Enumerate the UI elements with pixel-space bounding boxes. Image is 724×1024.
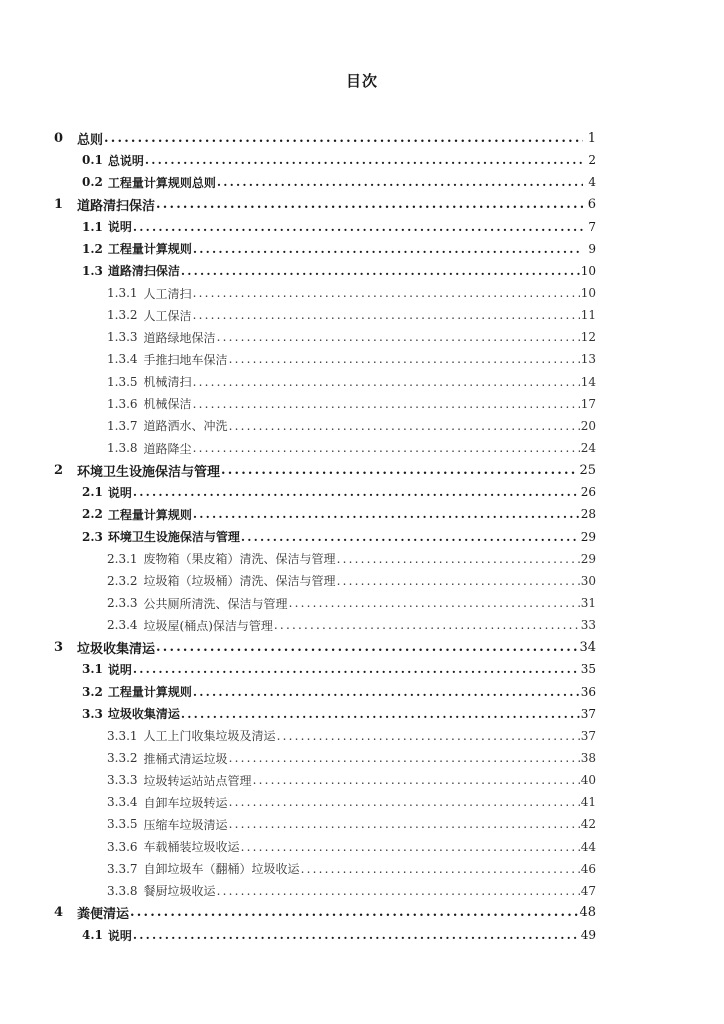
toc-entry-page-number: 11 <box>580 308 596 323</box>
toc-entry-number: 1 <box>54 196 64 212</box>
dot-leader <box>241 530 580 544</box>
toc-entry-title: 废物箱（果皮箱）清洗、保洁与管理 <box>143 552 336 567</box>
toc-entry-page-number: 9 <box>588 241 596 256</box>
toc-entry[interactable] <box>0 880 724 902</box>
toc-entry[interactable] <box>0 836 724 858</box>
toc-entry-title: 说明 <box>107 485 132 500</box>
toc-entry-number: 2.3.4 <box>107 618 138 633</box>
dot-leader <box>221 463 578 478</box>
toc-entry-number: 1.3.4 <box>107 352 138 367</box>
toc-entry-title: 推桶式清运垃圾 <box>143 751 228 766</box>
toc-entry[interactable] <box>0 171 724 193</box>
toc-entry-title: 道路洒水、冲洗 <box>143 419 228 434</box>
toc-entry-number: 2.3.2 <box>107 573 138 588</box>
toc-entry-page-number: 48 <box>579 905 596 921</box>
toc-entry[interactable] <box>0 636 724 658</box>
dot-leader <box>133 485 580 499</box>
toc-entry-title: 压缩车垃圾清运 <box>143 817 228 832</box>
toc-entry-page-number: 26 <box>580 485 596 500</box>
toc-entry-number: 3.3.6 <box>107 839 138 854</box>
toc-entry-number: 3.1 <box>82 662 103 677</box>
dot-leader <box>337 574 580 588</box>
toc-entry-title: 道路清扫保洁 <box>107 264 180 279</box>
toc-entry[interactable] <box>0 924 724 946</box>
dot-leader <box>156 197 583 212</box>
toc-entry[interactable] <box>0 326 724 348</box>
toc-entry-page-number: 41 <box>580 795 596 810</box>
toc-entry-number: 2.1 <box>82 485 103 500</box>
toc-entry[interactable] <box>0 614 724 636</box>
toc-entry-title: 垃圾转运站站点管理 <box>143 773 252 788</box>
dot-leader <box>217 330 580 344</box>
toc-entry-page-number: 29 <box>580 529 596 544</box>
toc-entry-number: 1.3.1 <box>107 286 138 301</box>
toc-entry-page-number: 28 <box>580 507 596 522</box>
toc-entry-title: 道路清扫保洁 <box>77 198 156 214</box>
toc-entry[interactable] <box>0 658 724 680</box>
toc-entry-number: 1.3.2 <box>107 308 138 323</box>
dot-leader <box>130 905 578 920</box>
dot-leader <box>104 131 583 146</box>
toc-entry-number: 0.2 <box>82 175 103 190</box>
toc-entry-title: 车载桶装垃圾收运 <box>143 840 240 855</box>
dot-leader <box>229 352 580 366</box>
dot-leader <box>156 640 578 655</box>
dot-leader <box>301 862 580 876</box>
toc-entry-title: 说明 <box>107 928 132 943</box>
toc-entry-number: 3.3.4 <box>107 795 138 810</box>
dot-leader <box>193 308 580 322</box>
toc-entry-page-number: 46 <box>580 861 596 876</box>
toc-entry[interactable] <box>0 526 724 548</box>
toc-entry[interactable] <box>0 902 724 924</box>
dot-leader <box>229 751 580 765</box>
toc-entry-page-number: 12 <box>580 330 596 345</box>
dot-leader <box>181 264 580 278</box>
dot-leader <box>193 286 580 300</box>
toc-entry[interactable] <box>0 548 724 570</box>
toc-entry[interactable] <box>0 858 724 880</box>
toc-entry-title: 工程量计算规则 <box>107 507 192 522</box>
toc-entry-title: 机械保洁 <box>143 397 192 412</box>
toc-entry-page-number: 10 <box>580 286 596 301</box>
toc-entry[interactable] <box>0 813 724 835</box>
toc-entry[interactable] <box>0 260 724 282</box>
toc-entry[interactable] <box>0 348 724 370</box>
toc-entry[interactable] <box>0 481 724 503</box>
toc-entry-page-number: 1 <box>587 130 596 146</box>
toc-entry-number: 1.3 <box>82 263 103 278</box>
toc-entry-number: 3.3.7 <box>107 861 138 876</box>
toc-entry-number: 1.3.3 <box>107 330 138 345</box>
dot-leader <box>337 552 580 566</box>
dot-leader <box>133 220 583 234</box>
dot-leader <box>193 242 583 256</box>
toc-entry[interactable] <box>0 570 724 592</box>
toc-entry-number: 1.2 <box>82 241 103 256</box>
dot-leader <box>217 175 583 189</box>
toc-entry[interactable] <box>0 747 724 769</box>
toc-entry-number: 3.3 <box>82 706 103 721</box>
dot-leader <box>289 596 580 610</box>
toc-entry-number: 3.3.5 <box>107 817 138 832</box>
toc-entry-page-number: 30 <box>580 573 596 588</box>
toc-entry-number: 3.3.3 <box>107 773 138 788</box>
dot-leader <box>181 707 580 721</box>
toc-entry-number: 1.3.5 <box>107 374 138 389</box>
toc-entry-page-number: 10 <box>580 263 596 278</box>
toc-entry[interactable] <box>0 437 724 459</box>
toc-entry-title: 垃圾收集清运 <box>107 707 180 722</box>
dot-leader <box>253 773 580 787</box>
dot-leader <box>133 662 580 676</box>
toc-entry-number: 3 <box>54 639 64 655</box>
dot-leader <box>277 729 580 743</box>
toc-entry-page-number: 33 <box>580 618 596 633</box>
toc-entry-title: 工程量计算规则总则 <box>107 175 216 190</box>
toc-entry-page-number: 17 <box>580 396 596 411</box>
toc-entry-page-number: 24 <box>580 441 596 456</box>
toc-entry-page-number: 6 <box>587 196 596 212</box>
toc-entry-number: 4.1 <box>82 928 103 943</box>
dot-leader <box>193 397 580 411</box>
toc-entry[interactable] <box>0 304 724 326</box>
toc-entry-page-number: 14 <box>580 374 596 389</box>
toc-entry-page-number: 25 <box>579 462 596 478</box>
toc-entry-page-number: 20 <box>580 418 596 433</box>
toc-entry-page-number: 49 <box>580 928 596 943</box>
toc-entry[interactable] <box>0 415 724 437</box>
toc-entry-title: 总则 <box>77 132 104 148</box>
toc-entry[interactable] <box>0 238 724 260</box>
toc-entry-number: 2.3.3 <box>107 596 138 611</box>
toc-entry-number: 1.1 <box>82 219 103 234</box>
toc-entry-page-number: 7 <box>588 219 596 234</box>
toc-entry-page-number: 47 <box>580 883 596 898</box>
toc-entry-title: 环境卫生设施保洁与管理 <box>107 530 240 545</box>
dot-leader <box>193 375 580 389</box>
toc-entry[interactable] <box>0 149 724 171</box>
toc-entry-title: 自卸车垃圾转运 <box>143 795 228 810</box>
toc-entry-title: 总说明 <box>107 153 144 168</box>
toc-entry-page-number: 35 <box>580 662 596 677</box>
toc-entry-title: 公共厕所清洗、保洁与管理 <box>143 596 288 611</box>
toc-entry[interactable] <box>0 681 724 703</box>
toc-entry-title: 人工上门收集垃圾及清运 <box>143 729 276 744</box>
toc-entry-title: 自卸垃圾车（翻桶）垃圾收运 <box>143 862 300 877</box>
toc-entry[interactable] <box>0 703 724 725</box>
toc-entry-title: 工程量计算规则 <box>107 242 192 257</box>
toc-entry-page-number: 42 <box>580 817 596 832</box>
toc-entry-title: 垃圾屋(桶点)保洁与管理 <box>143 618 273 633</box>
toc-entry-number: 1.3.6 <box>107 396 138 411</box>
toc-entry[interactable] <box>0 393 724 415</box>
toc-entry-page-number: 29 <box>580 551 596 566</box>
toc-entry-title: 说明 <box>107 220 132 235</box>
dot-leader <box>193 685 580 699</box>
dot-leader <box>193 507 580 521</box>
toc-entry-number: 3.3.1 <box>107 728 138 743</box>
toc-entry[interactable] <box>0 127 724 149</box>
toc-entry[interactable] <box>0 282 724 304</box>
table-of-contents <box>0 127 724 946</box>
toc-entry-number: 4 <box>54 905 64 921</box>
dot-leader <box>193 441 580 455</box>
toc-entry-title: 机械清扫 <box>143 375 192 390</box>
toc-entry-number: 3.2 <box>82 684 103 699</box>
toc-entry-number: 2.2 <box>82 507 103 522</box>
toc-entry-number: 3.3.8 <box>107 883 138 898</box>
dot-leader <box>133 928 580 942</box>
dot-leader <box>229 419 580 433</box>
toc-entry-page-number: 13 <box>580 352 596 367</box>
toc-entry-page-number: 34 <box>579 639 596 655</box>
toc-entry-number: 0 <box>54 130 64 146</box>
toc-entry-title: 说明 <box>107 662 132 677</box>
toc-entry-number: 0.1 <box>82 153 103 168</box>
toc-entry-number: 3.3.2 <box>107 751 138 765</box>
toc-entry[interactable] <box>0 371 724 393</box>
toc-entry[interactable] <box>0 459 724 481</box>
toc-entry-number: 1.3.8 <box>107 441 138 456</box>
toc-entry-title: 手推扫地车保洁 <box>143 352 228 367</box>
toc-entry[interactable] <box>0 725 724 747</box>
toc-entry-title: 垃圾收集清运 <box>77 641 156 657</box>
dot-leader <box>241 840 580 854</box>
toc-entry-page-number: 44 <box>580 839 596 854</box>
toc-entry-number: 2.3 <box>82 529 103 544</box>
toc-entry-page-number: 37 <box>580 706 596 721</box>
toc-entry[interactable] <box>0 791 724 813</box>
toc-entry-title: 人工清扫 <box>143 286 192 301</box>
dot-leader <box>145 153 583 167</box>
toc-entry-page-number: 36 <box>580 684 596 699</box>
dot-leader <box>217 884 580 898</box>
toc-entry-title: 粪便清运 <box>77 907 130 923</box>
toc-entry[interactable] <box>0 193 724 215</box>
toc-entry-page-number: 40 <box>580 773 596 788</box>
dot-leader <box>274 618 580 632</box>
toc-entry-page-number: 38 <box>580 751 596 765</box>
toc-entry[interactable] <box>0 216 724 238</box>
toc-entry-page-number: 37 <box>580 728 596 743</box>
toc-entry[interactable] <box>0 503 724 525</box>
toc-entry-title: 工程量计算规则 <box>107 685 192 700</box>
toc-entry-title: 人工保洁 <box>143 308 192 323</box>
toc-entry-page-number: 31 <box>580 596 596 611</box>
toc-entry-title: 餐厨垃圾收运 <box>143 884 216 899</box>
toc-entry-title: 环境卫生设施保洁与管理 <box>77 464 221 480</box>
page-title: 目次 <box>345 72 378 90</box>
toc-entry-title: 垃圾箱（垃圾桶）清洗、保洁与管理 <box>143 574 336 589</box>
toc-entry-title: 道路降尘 <box>143 441 192 456</box>
toc-entry-number: 2 <box>54 462 64 478</box>
toc-entry-title: 道路绿地保洁 <box>143 330 216 345</box>
dot-leader <box>229 817 580 831</box>
toc-entry-page-number: 2 <box>588 153 596 168</box>
toc-entry[interactable] <box>0 769 724 791</box>
toc-entry-number: 1.3.7 <box>107 418 138 433</box>
toc-entry[interactable] <box>0 592 724 614</box>
toc-entry-page-number: 4 <box>588 175 596 190</box>
dot-leader <box>229 795 580 809</box>
toc-entry-number: 2.3.1 <box>107 551 138 566</box>
